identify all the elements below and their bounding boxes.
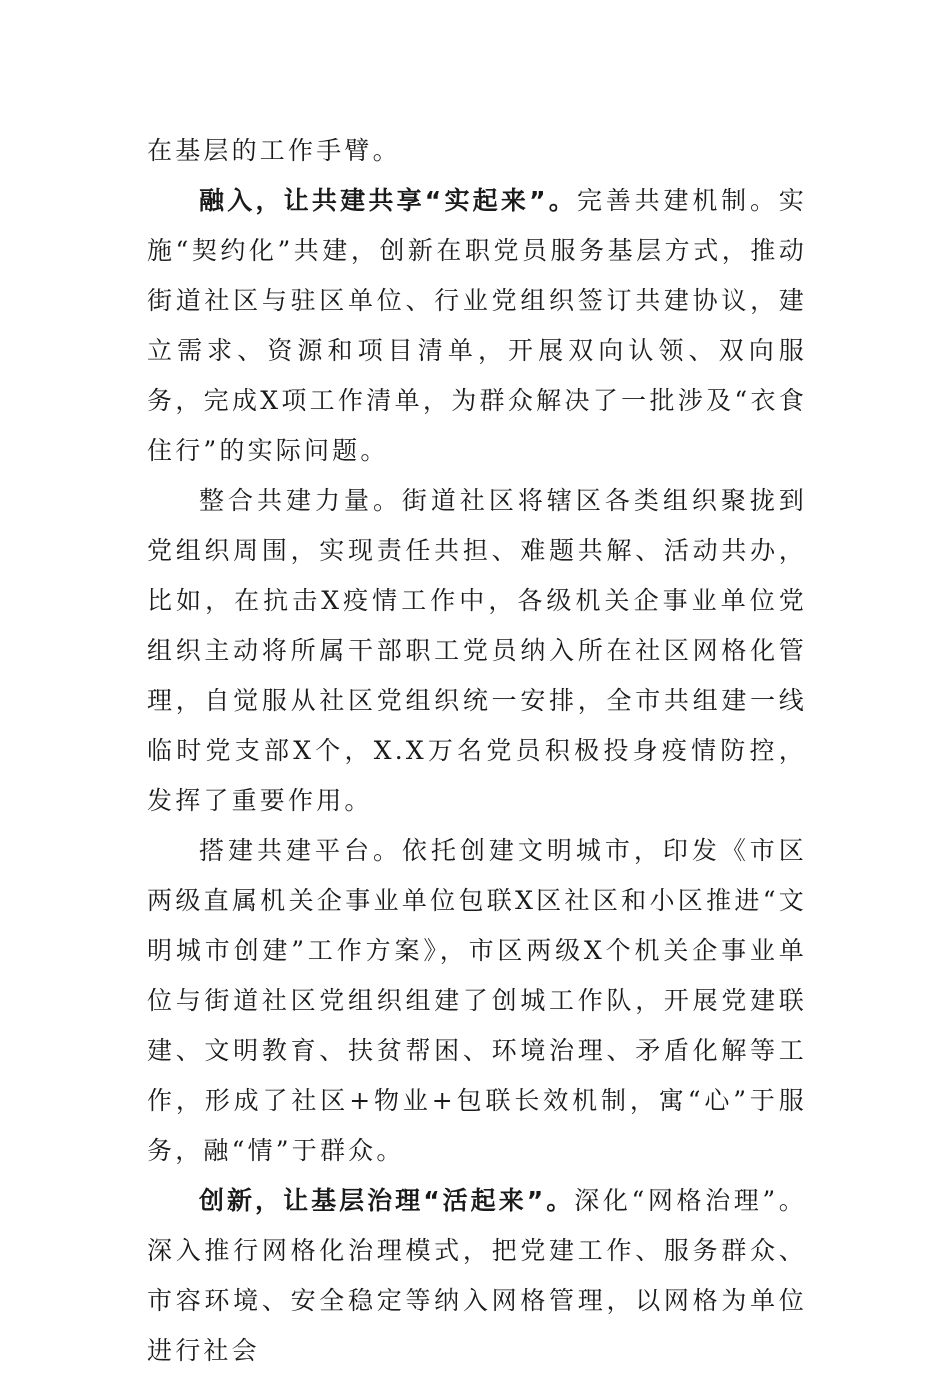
paragraph-text: 整合共建力量。街道社区将辖区各类组织聚拢到党组织周围，实现责任共担、难题共解、活动共办，比如，在抗击X疫情工作中，各级机关企事业单位党组织主动将所属干部职工党员纳入所在社区网格化管理，自觉服从社区党组织统一安排，全市共组建一线临时党支部X个，X.X万名党员积极投身疫情防控，发挥了重要作用。 <box>147 486 807 815</box>
paragraph-continuation <box>147 126 807 176</box>
paragraph-text: 完善共建机制。实施“契约化”共建，创新在职党员服务基层方式，推动街道社区与驻区单位、行业党组织签订共建协议，建立需求、资源和项目清单，开展双向认领、双向服务，完成X项工作清单，为群众解决了一批涉及“衣食住行”的实际问题。 <box>147 186 807 465</box>
paragraph-text: 在基层的工作手臂。 <box>147 136 401 165</box>
document-body <box>147 126 807 1376</box>
paragraph-heading: 融入，让共建共享“实起来”。 <box>199 186 578 215</box>
paragraph-platform <box>147 826 807 1176</box>
paragraph-forces <box>147 476 807 826</box>
paragraph-text: 深化“网格治理”。深入推行网格化治理模式，把党建工作、服务群众、市容环境、安全稳定等纳入网格管理，以网格为单位进行社会 <box>147 1186 807 1365</box>
paragraph-integration <box>147 176 807 476</box>
paragraph-heading: 创新，让基层治理“活起来”。 <box>199 1186 575 1215</box>
paragraph-innovation <box>147 1176 807 1376</box>
paragraph-text: 搭建共建平台。依托创建文明城市，印发《市区两级直属机关企事业单位包联X区社区和小区推进“文明城市创建”工作方案》，市区两级X个机关企事业单位与街道社区党组织组建了创城工作队，开展党建联建、文明教育、扶贫帮困、环境治理、矛盾化解等工作，形成了社区+物业+包联长效机制，寓“心”于服务，融“情”于群众。 <box>147 836 807 1165</box>
